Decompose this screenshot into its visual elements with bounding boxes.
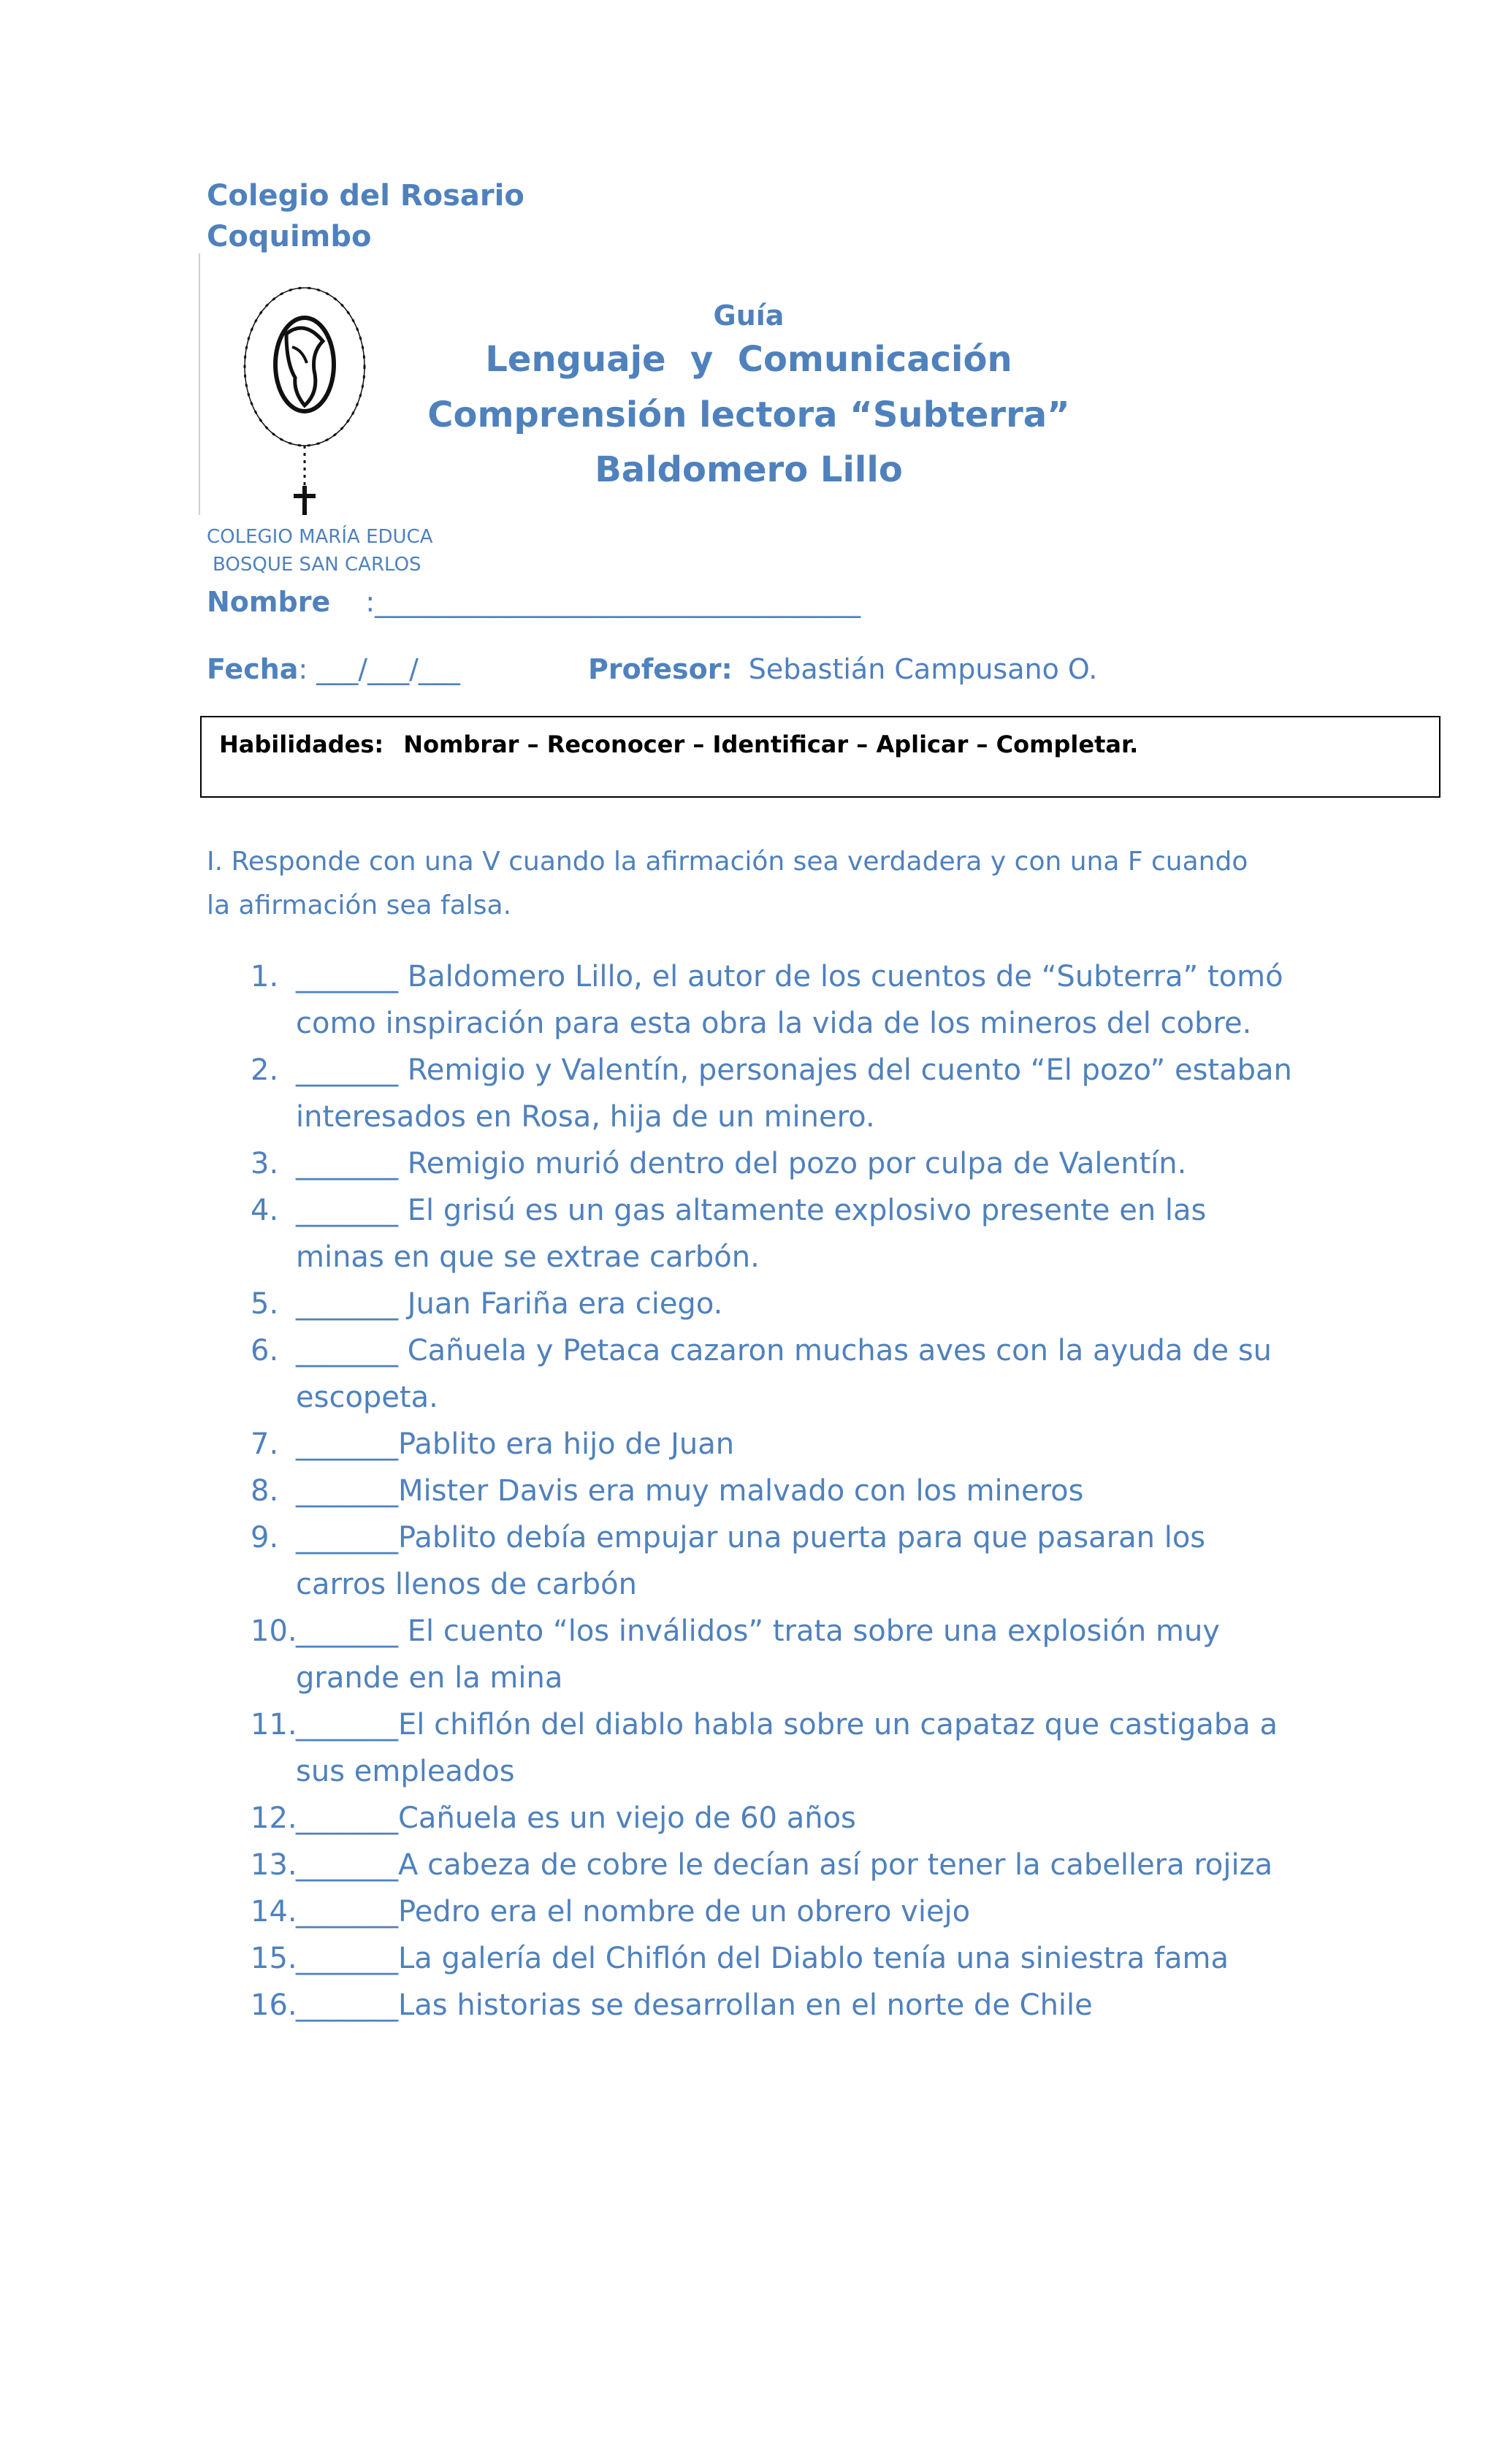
true-false-list (251, 953, 1302, 2029)
item-number: 15. (251, 1942, 297, 1975)
skills-text: Nombrar – Reconocer – Identificar – Aplicar – Completar. (403, 731, 1139, 758)
list-item[interactable] (251, 1608, 1302, 1701)
list-item[interactable] (251, 1795, 1302, 1842)
author-title: Baldomero Lillo (595, 449, 903, 490)
item-number: 3. (251, 1147, 279, 1180)
item-number: 10. (251, 1614, 297, 1648)
list-item[interactable] (251, 1421, 1302, 1468)
skills-label: Habilidades: (219, 731, 384, 758)
item-text: _______Cañuela es un viejo de 60 años (296, 1801, 856, 1835)
name-field[interactable] (207, 581, 860, 622)
date-field[interactable] (207, 649, 460, 690)
logo-caption-line1: COLEGIO MARÍA EDUCA (207, 526, 433, 548)
item-number: 2. (251, 1053, 279, 1087)
list-item[interactable] (251, 1514, 1302, 1608)
school-logo (199, 253, 416, 515)
teacher-name: Sebastián Campusano O. (748, 653, 1098, 685)
list-item[interactable] (251, 1888, 1302, 1935)
item-text: _______ El cuento “los inválidos” trata sobre una explosión muy grande en la mina (296, 1614, 1220, 1695)
item-text: _______Pablito debía empujar una puerta para que pasaran los carros llenos de carbón (296, 1521, 1206, 1601)
list-item[interactable] (251, 1140, 1302, 1187)
item-number: 9. (251, 1521, 279, 1555)
name-label: Nombre (207, 586, 331, 618)
item-number: 8. (251, 1474, 279, 1508)
guide-label: Guía (713, 300, 785, 332)
teacher-label: Profesor: (588, 653, 733, 685)
teacher-field (588, 649, 1097, 690)
item-text: _______La galería del Chiflón del Diablo tenía una siniestra fama (296, 1942, 1229, 1975)
item-number: 4. (251, 1194, 279, 1227)
item-number: 6. (251, 1334, 279, 1368)
item-text: _______ Baldomero Lillo, el autor de los cuentos de “Subterra” tomó como inspiración para esta obra la vida de los mineros del cobre. (296, 960, 1283, 1040)
list-item[interactable] (251, 1187, 1302, 1281)
list-item[interactable] (251, 1281, 1302, 1327)
item-number: 11. (251, 1708, 297, 1742)
item-text: _______ El grisú es un gas altamente explosivo presente en las minas en que se extrae carbón. (296, 1194, 1207, 1274)
item-number: 7. (251, 1427, 279, 1461)
skills-box (200, 716, 1440, 798)
rosary-logo-icon (235, 283, 411, 524)
item-text: _______A cabeza de cobre le decían así por tener la cabellera rojiza (296, 1848, 1273, 1882)
list-item[interactable] (251, 953, 1302, 1047)
list-item[interactable] (251, 1982, 1302, 2029)
item-number: 14. (251, 1895, 297, 1929)
list-item[interactable] (251, 1047, 1302, 1140)
name-line[interactable]: :___________________________________ (365, 586, 861, 618)
list-item[interactable] (251, 1842, 1302, 1888)
item-text: _______Pedro era el nombre de un obrero viejo (296, 1895, 971, 1929)
item-number: 16. (251, 1988, 297, 2022)
item-text: _______ Cañuela y Petaca cazaron muchas aves con la ayuda de su escopeta. (296, 1334, 1272, 1414)
instructions: I. Responde con una V cuando la afirmación sea verdadera y con una F cuando la afirmación sea falsa. (207, 847, 1248, 920)
item-number: 12. (251, 1801, 297, 1835)
item-text: _______ Juan Fariña era ciego. (296, 1287, 723, 1321)
item-number: 1. (251, 960, 279, 993)
date-label: Fecha (207, 653, 299, 685)
item-number: 13. (251, 1848, 297, 1882)
item-text: _______ Remigio murió dentro del pozo por culpa de Valentín. (296, 1147, 1187, 1180)
item-text: _______El chiflón del diablo habla sobre un capataz que castigaba a sus empleados (296, 1708, 1278, 1788)
list-item[interactable] (251, 1701, 1302, 1795)
item-text: _______Las historias se desarrollan en el norte de Chile (296, 1988, 1093, 2022)
item-text: _______Pablito era hijo de Juan (296, 1427, 735, 1461)
item-number: 5. (251, 1287, 279, 1321)
school-city: Coquimbo (207, 220, 372, 253)
subject-title: Lenguaje y Comunicación (485, 339, 1012, 380)
list-item[interactable] (251, 1327, 1302, 1421)
list-item[interactable] (251, 1468, 1302, 1514)
date-line[interactable]: : ___/___/___ (298, 653, 460, 685)
logo-caption-line2: BOSQUE SAN CARLOS (213, 554, 421, 576)
item-text: _______ Remigio y Valentín, personajes del cuento “El pozo” estaban interesados en Rosa, hija de un minero. (296, 1053, 1292, 1134)
item-text: _______Mister Davis era muy malvado con los mineros (296, 1474, 1084, 1508)
topic-title: Comprensión lectora “Subterra” (427, 394, 1070, 435)
list-item[interactable] (251, 1935, 1302, 1982)
school-name: Colegio del Rosario (207, 179, 524, 213)
